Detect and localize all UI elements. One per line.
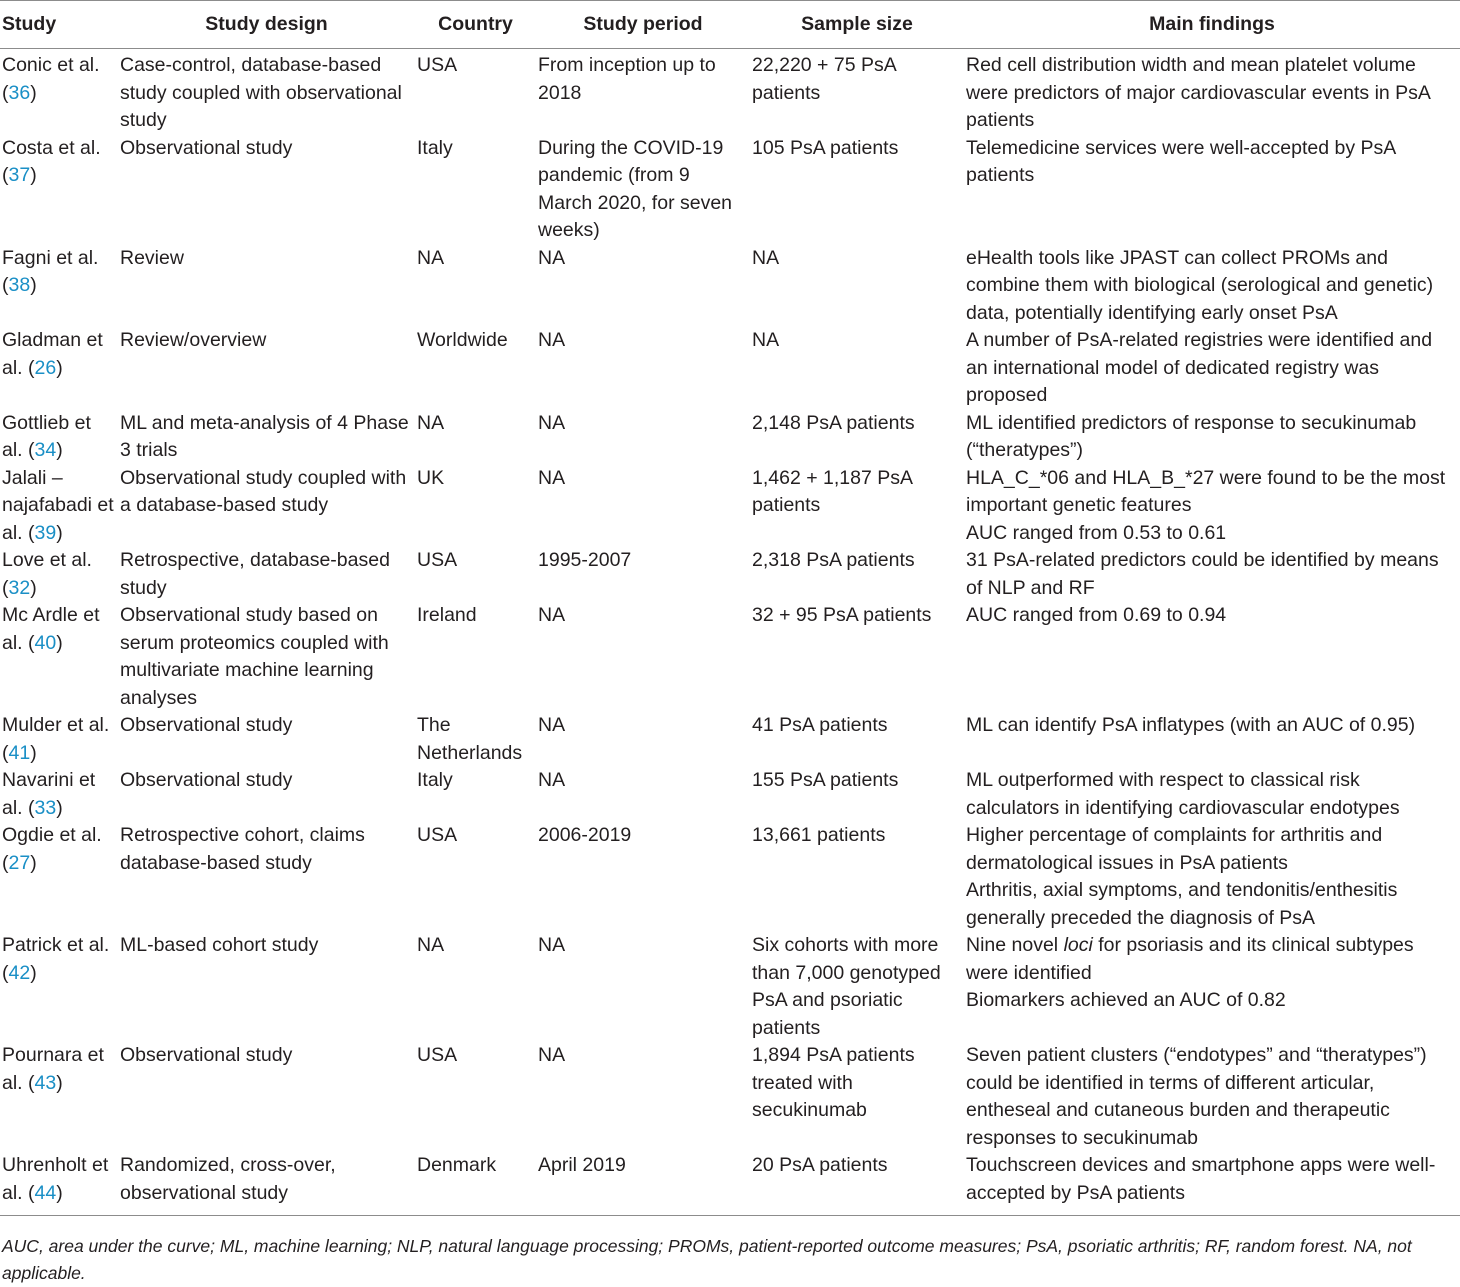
table-row	[0, 822, 1460, 932]
cell-main-findings	[964, 135, 1460, 245]
cell-study	[0, 135, 118, 245]
table-row	[0, 465, 1460, 548]
finding-line	[966, 932, 1458, 987]
study-author: Uhrenholt et al. (	[2, 1154, 109, 1204]
table-row	[0, 932, 1460, 1042]
reference-close: )	[56, 439, 63, 461]
reference-close: )	[30, 851, 37, 874]
reference-close: )	[30, 961, 37, 984]
cell-country: USA	[417, 54, 458, 76]
cell-sample-size: 105 PsA patients	[752, 136, 899, 159]
cell-main-findings	[964, 712, 1460, 767]
finding-line: Arthritis, axial symptoms, and tendonitis/enthesitis generally preceded the diagnosis of PsA	[966, 879, 1398, 929]
cell-country: USA	[417, 549, 458, 571]
finding-line: AUC ranged from 0.69 to 0.94	[966, 604, 1227, 626]
study-author: Navarini et al. (	[2, 769, 96, 819]
study-author: Costa et al. (	[2, 136, 101, 186]
table-row	[0, 49, 1460, 135]
header-sample-size: Sample size	[750, 1, 964, 49]
study-author: Ogdie et al. (	[2, 824, 102, 874]
study-author: Pournara et al. (	[2, 1044, 104, 1094]
cell-study-period: NA	[538, 246, 566, 269]
cell-study-period: During the COVID-19 pandemic (from 9 March 2020, for seven weeks)	[538, 136, 733, 241]
reference-close: )	[30, 164, 37, 186]
table-row	[0, 410, 1460, 465]
cell-country: Ireland	[417, 604, 477, 626]
cell-study	[0, 465, 118, 548]
cell-study-period: From inception up to 2018	[538, 54, 716, 104]
cell-study-period: NA	[538, 1044, 566, 1066]
finding-line: Touchscreen devices and smartphone apps were well-accepted by PsA patients	[966, 1154, 1436, 1204]
cell-main-findings	[964, 327, 1460, 410]
cell-main-findings	[964, 465, 1460, 548]
cell-main-findings	[964, 547, 1460, 602]
cell-study-design: Randomized, cross-over, observational study	[118, 1152, 415, 1216]
table-row	[0, 602, 1460, 712]
cell-study	[0, 327, 118, 410]
cell-sample-size: 1,462 + 1,187 PsA patients	[752, 466, 912, 516]
finding-text: Nine novel	[966, 934, 1064, 956]
reference-link[interactable]: 39	[34, 521, 57, 544]
reference-link[interactable]: 26	[34, 356, 57, 379]
study-author: Patrick et al. (	[2, 934, 110, 984]
cell-country: USA	[417, 824, 458, 846]
cell-study-design: Review/overview	[120, 329, 267, 351]
cell-study-period: April 2019	[536, 1152, 750, 1216]
finding-emphasis: loci	[1063, 934, 1093, 956]
finding-line: Seven patient clusters (“endotypes” and “theratypes”) could be identified in terms of different articular, entheseal and cutaneous burden and therapeutic responses to secukinumab	[966, 1044, 1427, 1149]
finding-line: A number of PsA-related registries were identified and an international model of dedicated registry was proposed	[966, 329, 1433, 406]
cell-study-design: Observational study based on serum proteomics coupled with multivariate machine learning analyses	[120, 604, 389, 709]
reference-link[interactable]: 41	[8, 741, 31, 764]
cell-study	[0, 1152, 118, 1216]
reference-link[interactable]: 44	[34, 1181, 57, 1204]
cell-country: The Netherlands	[417, 714, 523, 764]
table-row	[0, 327, 1460, 410]
cell-study-design: ML and meta-analysis of 4 Phase 3 trials	[120, 411, 409, 461]
table-row	[0, 135, 1460, 245]
cell-sample-size: NA	[752, 329, 780, 351]
reference-link[interactable]: 38	[8, 274, 31, 296]
table-body	[0, 49, 1460, 1216]
reference-link[interactable]: 37	[8, 164, 31, 186]
cell-sample-size: Six cohorts with more than 7,000 genotyped PsA and psoriatic patients	[752, 934, 941, 1039]
cell-study-period: NA	[538, 714, 566, 736]
cell-main-findings	[964, 822, 1460, 932]
reference-link[interactable]: 27	[8, 851, 31, 874]
header-study: Study	[0, 1, 118, 49]
cell-main-findings	[964, 767, 1460, 822]
table-row	[0, 1042, 1460, 1152]
cell-study	[0, 932, 118, 1042]
cell-study-design: Retrospective, database-based study	[120, 549, 390, 599]
finding-line: ML identified predictors of response to secukinumab (“theratypes”)	[966, 411, 1417, 461]
cell-sample-size: NA	[752, 246, 780, 269]
reference-close: )	[30, 81, 37, 104]
cell-study	[0, 602, 118, 712]
cell-study	[0, 245, 118, 328]
cell-main-findings	[964, 245, 1460, 328]
cell-main-findings	[964, 49, 1460, 135]
cell-country: USA	[417, 1044, 458, 1066]
cell-sample-size: 2,318 PsA patients	[752, 549, 915, 571]
reference-close: )	[56, 1071, 63, 1094]
table-row	[0, 767, 1460, 822]
study-author: Mc Ardle et al. (	[2, 604, 100, 654]
reference-link[interactable]: 42	[8, 961, 31, 984]
header-study-design: Study design	[118, 1, 415, 49]
study-author: Fagni et al. (	[2, 246, 99, 296]
table-row	[0, 1152, 1460, 1216]
cell-study-period: NA	[538, 411, 566, 434]
reference-link[interactable]: 36	[8, 81, 31, 104]
cell-study	[0, 712, 118, 767]
cell-study-design: Observational study	[120, 769, 293, 791]
header-country: Country	[415, 1, 536, 49]
cell-study	[0, 410, 118, 465]
header-row	[0, 1, 1460, 49]
reference-link[interactable]: 43	[34, 1071, 57, 1094]
finding-line: Red cell distribution width and mean platelet volume were predictors of major cardiovascular events in PsA patients	[966, 54, 1430, 131]
cell-country: NA	[417, 934, 445, 956]
cell-study-period: 1995-2007	[538, 549, 632, 571]
study-author: Jalali –najafabadi et al. (	[2, 466, 114, 544]
reference-link[interactable]: 32	[8, 576, 31, 599]
cell-study-period: 2006-2019	[538, 824, 632, 846]
cell-study	[0, 822, 118, 932]
cell-study	[0, 49, 118, 135]
cell-country: Italy	[417, 769, 453, 791]
cell-study-design: Observational study	[120, 1044, 293, 1066]
table-footnote: AUC, area under the curve; ML, machine learning; NLP, natural language processing; PROMs, patient-reported outcome measures; PsA, psoriatic arthritis; RF, random forest. NA, not applicable.	[2, 1236, 1412, 1283]
cell-study-period: NA	[538, 604, 566, 626]
cell-sample-size: 32 + 95 PsA patients	[752, 604, 932, 626]
reference-close: )	[30, 274, 37, 296]
cell-sample-size: 22,220 + 75 PsA patients	[752, 54, 896, 104]
header-main-findings: Main findings	[964, 1, 1460, 49]
finding-line: Telemedicine services were well-accepted by PsA patients	[966, 136, 1396, 186]
cell-study-design: Case-control, database-based study coupled with observational study	[120, 54, 402, 131]
reference-link[interactable]: 40	[34, 631, 57, 654]
reference-link[interactable]: 33	[34, 796, 57, 819]
cell-main-findings	[964, 1042, 1460, 1152]
reference-close: )	[30, 741, 37, 764]
finding-text: for psoriasis and its clinical subtypes were identified	[966, 934, 1414, 984]
cell-study-design: Review	[120, 246, 184, 269]
reference-close: )	[30, 576, 37, 599]
finding-line: 31 PsA-related predictors could be identified by means of NLP and RF	[966, 549, 1439, 599]
cell-country: Italy	[417, 136, 453, 159]
finding-line: ML can identify PsA inflatypes (with an AUC of 0.95)	[966, 714, 1416, 736]
cell-sample-size: 41 PsA patients	[752, 714, 888, 736]
cell-country: NA	[417, 246, 445, 269]
reference-close: )	[56, 1181, 63, 1204]
cell-study-design: Observational study coupled with a database-based study	[120, 466, 407, 516]
finding-line: eHealth tools like JPAST can collect PROMs and combine them with biological (serological and genetic) data, potentially identifying early onset PsA	[966, 246, 1434, 324]
study-author: Gottlieb et al. (	[2, 411, 91, 461]
reference-close: )	[56, 356, 63, 379]
header-study-period: Study period	[536, 1, 750, 49]
cell-study-design: Observational study	[120, 714, 293, 736]
table-header	[0, 1, 1460, 49]
table-row	[0, 245, 1460, 328]
cell-study-design: ML-based cohort study	[120, 934, 319, 956]
cell-country: Denmark	[415, 1152, 536, 1216]
cell-main-findings	[964, 602, 1460, 712]
cell-main-findings	[964, 932, 1460, 1042]
study-author: Gladman et al. (	[2, 329, 103, 379]
finding-line: AUC ranged from 0.53 to 0.61	[966, 521, 1227, 544]
study-author: Conic et al. (	[2, 54, 100, 104]
table-row	[0, 712, 1460, 767]
cell-study-period: NA	[538, 769, 566, 791]
finding-line: Higher percentage of complaints for arthritis and dermatological issues in PsA patients	[966, 824, 1383, 874]
study-author: Mulder et al. (	[2, 714, 110, 764]
cell-study	[0, 547, 118, 602]
cell-country: Worldwide	[417, 329, 508, 351]
table-row	[0, 547, 1460, 602]
cell-sample-size: 20 PsA patients	[750, 1152, 964, 1216]
finding-line: ML outperformed with respect to classical risk calculators in identifying cardiovascular endotypes	[966, 769, 1400, 819]
cell-main-findings	[964, 410, 1460, 465]
study-author: Love et al. (	[2, 549, 92, 599]
cell-country: UK	[417, 466, 445, 489]
cell-sample-size: 155 PsA patients	[752, 769, 899, 791]
reference-close: )	[56, 631, 63, 654]
cell-sample-size: 13,661 patients	[752, 824, 886, 846]
cell-sample-size: 1,894 PsA patients treated with secukinumab	[752, 1044, 915, 1121]
reference-close: )	[56, 796, 63, 819]
finding-line: Biomarkers achieved an AUC of 0.82	[966, 989, 1286, 1011]
cell-study-period: NA	[538, 934, 566, 956]
cell-study-period: NA	[538, 466, 566, 489]
reference-close: )	[56, 521, 63, 544]
cell-main-findings	[964, 1152, 1460, 1216]
reference-link[interactable]: 34	[34, 439, 57, 461]
cell-study-design: Retrospective cohort, claims database-based study	[120, 824, 365, 874]
cell-study	[0, 767, 118, 822]
cell-study-design: Observational study	[120, 136, 293, 159]
cell-study-period: NA	[538, 329, 566, 351]
cell-country: NA	[417, 411, 445, 434]
finding-line: HLA_C_*06 and HLA_B_*27 were found to be the most important genetic features	[966, 466, 1446, 516]
cell-study	[0, 1042, 118, 1152]
cell-sample-size: 2,148 PsA patients	[752, 411, 915, 434]
